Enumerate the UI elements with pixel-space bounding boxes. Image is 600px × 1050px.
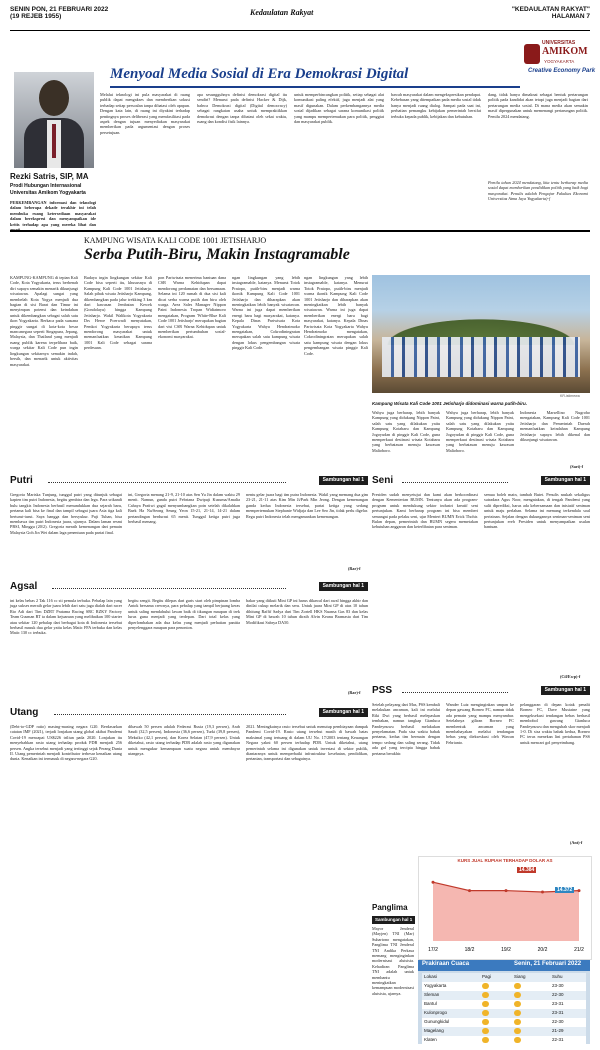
feature-col-2: Budaya ingin lingkungan sekitar Kali Code bisa seperti itu, khususnya di Kampung Kali Code 1001 Jetisharjo. Salah pihak wisata Jetisharjo Kampung, dikembangkan pada jalur trekking 3 km dari kawasan Jembatan Kewek (Gondolayu) hingga Kampung Jetisharjo. Wakil Walikota Yogyakarta Drs Heroe Poerwadi menyatakan, Pemkot Yogyakarta berupaya terus mendorong masyarakat untuk memanfaatkan keunikan Kampung 1001 Kali Code sebagai sarana perdesaan. (84, 275, 152, 351)
pss-col-2: Wander Luiz menginginkan umpan ke depan gawang Borneo FC, namun tidak ada pemain yang mampu menyambar. Setelahnya giliran Borneo FC membentuk ancaman yang membahayakan melalui tendangan bebas yang diekseskusi oleh Wawan Febrianto. (446, 702, 514, 745)
opinion-col-2: apa sesungguhnya definisi demokrasi digital itu sendiri? Menurut pada definisi Hacker & Dijk, bahwa Demokrasi digital (Digital democracy) sebagai rangkaian usaha untuk mempraktikkan demokrasi dengan tanpa dibatasi oleh sekat waktu, ruang dan kondisi fisik lainnya. (197, 92, 287, 125)
panglima-sambungan: Sambungan hal 1 (372, 916, 415, 924)
chart-point (468, 889, 471, 892)
pss-col-1: Setelah pelayang dari Mas, PSS kembali melakukan ancaman, kali ini melalui Riki Dwi yang berhasil melepaskan tembakan, namun tangkap Gianluca Pandeynuwu berhasil melakukan penyelamatan. Pada sisa waktu babak pertama, kedua tim bermain dengan tempo sedang dan saling serang. Tidak ada gol yang tercipta hingga babak pertama berakhir. (372, 702, 440, 756)
weather-cloud-icon (514, 1037, 521, 1043)
weather-cloud-icon (482, 1019, 489, 1025)
feature-col-3: pon Pariwisata menerima bantuan dana CSR Warna Kehidupan dapat mendorong perdamaian dan bersamaan. Selama ini 120 rumah di dua sisi kali dicat serba warna putih dan biru oleh warga. Area Sales Manager Nippon Paint Indonesia Tropan Widiatmoro mengatakan, Program 'White-Blue Kali Code 1001 Jetisharjo' merupakan bagian dari visi CSR Warna Kehidupan untuk memberikan pertumbuhan sosial-ekonomi masyarakat. (158, 275, 226, 340)
pss-sign: (Ant)-f (570, 840, 583, 845)
weather-cloud-icon (514, 1019, 521, 1025)
weather-cloud-icon (514, 992, 521, 998)
chart-x-tick: 20/2 (537, 947, 548, 953)
opinion-title: Menyoal Media Sosial di Era Demokrasi Digital (110, 66, 409, 82)
utang-col-1: (Debt-to-GDP ratio) masing-masing negara G20. Berdasarkan catatan IMF (2021), terjadi lonjakan utang global akibat Pandemi Covid-19 mencapai US$226 triliun pada 2020. Lonjakan itu menyebabkan rasio utang terhadap produk PDB menjadi 256 persen. Angka tersebut menjadi yang tertinggi sejak Perang Dunia II. Utang pemerintah menjadi kontributor terbesar kenaikan utang dunia. Kenaikan ini termasuk di negara-negara G20. (10, 724, 122, 762)
header-page-number: "KEDAULATAN RAKYAT" HALAMAN 7 (511, 6, 590, 20)
section-agsal: Agsal Sambungan hal 1 (10, 582, 368, 594)
weather-header-cell: Suhu (552, 974, 563, 979)
weather-city: Sleman (424, 992, 440, 997)
section-seni: Seni Sambungan hal 1 (372, 476, 590, 488)
agsal-col-2: begitu sengit. Begitu dilepas dari garis start oleh pimpinan lomba Antok bersama crewnya, para pebalap yang tampil berjuang keras untuk saling mendahului lawan baik di tikungan maupun di trek lurus guna menjadi yang terdepan. Dari total kelas yang diperlombakan ada dua kelas yang menjadi perhatian panitia penyelenggara maupun para penonton. (128, 598, 240, 631)
chart-point (505, 889, 508, 892)
chart-tag-high: 14.384 (519, 867, 535, 873)
weather-temp: 23-31 (552, 1010, 564, 1015)
feature-col-8: Indonesia Marsellino Nugroho mengatakan, Kampung Kali Code 1001 Jetisharjo dan Pemerintah Daerah memanfaatkan keindahan Kampung Jetisharjo supaya lebih dikenal dan dikunjungi wisatawan. (520, 410, 590, 443)
exchange-rate-chart (418, 856, 592, 960)
opinion-col-4: bawah masyarakat dalam mengekspresikan pendapat. Kebebasan yang ditempatkan pada media sosial tidak hanya menjadi ruang dialog. Sampai pada saat ini, perhatian pemangku kebijakan pemerintah bersifat terbuka kepada publik, kebijakan dan kebutuhan. (391, 92, 481, 119)
weather-cloud-icon (514, 1001, 521, 1007)
chart-svg (419, 857, 591, 959)
weather-cloud-icon (514, 1010, 521, 1016)
weather-cloud-icon (482, 1010, 489, 1016)
feature-col-7: Wahyu juga berharap, lebih banyak Kampung yang didukung Nippon Paint, salah satu yang dilakukan yaitu Kampung Kotabaru dan Kampung Jogoyudan di pinggir Kali Code, guna memperkuat destinasi wisata Kotabaru yang berbatasan menuju kawasan Malioboro. (446, 410, 514, 453)
weather-date: Senin, 21 Februari 2022 (514, 961, 582, 967)
header-rule (10, 30, 590, 31)
putri-sign: (Rar)-f (348, 566, 361, 571)
weather-city: Lokasi (424, 974, 438, 979)
pss-col-3: pelanggaran di depan kotak penalti Borneo FC, Dave Mustaine yang mengeksekusi tendangan bebas berhasil membobol gawang Gianluca Pandeynuwu dan mengubah skor menjadi 1-0. Di sisa waktu babak kedua, Borneo FC terus menekan lini pertahanan PSS untuk mencari gol penyeimbang. (520, 702, 591, 745)
chart-tag-current: 14.372 (557, 887, 573, 893)
weather-title: Prakiraan Cuaca (422, 961, 470, 967)
masthead-small: Kedaulatan Rakyat (250, 8, 314, 17)
weather-city: Klaten (424, 1037, 437, 1042)
panglima-text: Mayor Jenderal (Mayjen) TNI (Mar) Suhartono mengatakan, Panglima TNI Jenderal TNI Andika Perkasa memang menginginkan modernisasi alutsista. Kehadiran Panglima TNI adalah untuk membantu meningkatkan kemampuan modernisasi alutsista, ujarnya. (372, 926, 414, 996)
weather-cloud-icon (514, 983, 521, 989)
author-position: Prodi Hubungan Internasional Universitas Amikom Yogyakarta (10, 183, 86, 196)
section-panglima: Panglima (372, 903, 408, 912)
weather-header-cell: Pagi (482, 974, 492, 979)
feature-col-5: ngan lingkungan yang lebih instagramable, katanya. Menurut Totok Pratopo, putih-biru menjadi warna ikonik Kampung Kali Code 1001 Jetisharjo dan diharapkan akan meningkatkan lebih banyak wisatawan. Warna ini juga dapat memberikan energi baru bagi masyarakat, katanya. Kepala Dinas Pariwisata Kota Yogyakarta Wahyu Hendratmoko mengatakan, Cokrodiningratan merupakan salah satu kampung wisata dengan lokus pengembangan wisata pinggir Kali Code. (304, 275, 368, 356)
weather-header-cell: Siang (514, 974, 526, 979)
weather-row (422, 1036, 586, 1045)
agsal-col-1: ini kelas bebas 2 Tak 116 cc sti pemula terbuka. Pebalap lain yang juga sukses meraih gelar juara lebih dari satu juga dialah dari racer Rio Adi dari Tim DZRT Pratama Racing SRC RZKY Factory Team Gusman RT ta dalam kejuaraan yang melibatkan 100 starter atau sekitar 120 pebalap dari berbagai kota di Indonesia tersebut berhasil masuk dua gelar yaitu kelas Matic FFA terbuka dan kelas Matic 130 cc terbuka. (10, 598, 122, 636)
chart-point (541, 891, 544, 894)
weather-row (422, 973, 586, 982)
photo-caption: Kampung Wisata Kali Code 1001 Jetisharjo didominasi warna putih-biru. (372, 401, 527, 406)
weather-temp: 23-30 (552, 983, 564, 988)
feature-headline: Serba Putih-Biru, Makin Instagramable (84, 246, 350, 263)
weather-row (422, 1027, 586, 1036)
weather-row (422, 1018, 586, 1027)
chart-x-tick: 18/2 (464, 947, 475, 953)
section-putri: Putri Sambungan hal 1 (10, 476, 368, 488)
amikom-emblem-icon (524, 44, 540, 64)
weather-row (422, 982, 586, 991)
chart-title: KURS JUAL RUPIAH TERHADAP DOLAR AS (457, 858, 553, 863)
agsal-sign: (Rar)-f (348, 690, 361, 695)
chart-x-tick: 17/2 (428, 947, 438, 953)
seni-col-2: semua boleh main, tambah Butet. Penulis naskah sekaligus sutradara Agus Noor, mengatakan, di tengah Pandemi yang sulit diprediksi, harus ada kebersamaan dan inisiatif seniman untuk maju perlahan. Selama ini memang terkendala soal perizinan. Sejalan dengan dukungannya seniman-seniman seni pertunjukan ereh Presiden untuk menyampaikan usulan bantuan. (484, 492, 590, 530)
weather-city: Bantul (424, 1001, 437, 1006)
weather-temp: 21-29 (552, 1028, 564, 1033)
photo-credit: KR-istimewa (560, 394, 580, 398)
weather-temp: 22-30 (552, 1019, 564, 1024)
weather-temp: 22-31 (552, 1037, 564, 1042)
feature-kicker: KAMPUNG WISATA KALI CODE 1001 JETISHARJO (84, 236, 267, 245)
putri-col-2: ini, Gregoria menang 21-9, 21-10 atas Sen Yu Jin dalam waktu 29 menit. Namun, ganda putri Febriana Dwipuji Kusuma/Amalia Cahaya Pratiwi gagal menyumbangkan poin setelah dikalahkan Baek Ha Na/Seong Seung Yeon 15-21, 21-14, 14-21 dalam pertandingan berdurasi 65 menit. Tunggal ketiga putri juga berhasil menang. (128, 492, 240, 525)
utang-col-3: 2021. Meningkatnya rasio tersebut untuk menutup pembiayaan dampak Pandemi Covid-19. Rasio utang tersebut masih di bawah batas maksimal yang tertuang di dalam UU No. 17/2003 tentang Keuangan Negara yakni 60 persen terhadap PDB. Untuk diketahui, utang pemerintah selama ini digunakan untuk investasi di sektor publik, diantaranya untuk memperbaiki infrastruktur kesehatan, pendidikan, pertanian, transportasi dan sebagainya. (246, 724, 368, 762)
opinion-footer: Pemilu tahun 2024 mendatang, kita tentu berharap media sosial dapat memberikan pendidikan politik yang baik bagi masyarakat. Penulis adalah Pengajar Fakultas Ekonomi Universitas Atma Jaya Yogyakarta)-f (488, 180, 588, 202)
section-rule (10, 230, 590, 232)
weather-temp: 22-30 (552, 992, 564, 997)
chart-point (578, 889, 581, 892)
weather-row (422, 1009, 586, 1018)
weather-row (422, 1000, 586, 1009)
weather-cloud-icon (482, 1037, 489, 1043)
weather-city: Magelang (424, 1028, 444, 1033)
section-utang: Utang Sambungan hal 1 (10, 708, 368, 720)
feature-sign: (Sari)-f (570, 464, 584, 469)
opinion-col-5: dang, tidak hanya dimaknai sebagai bentuk pertarungan politik pada kandidat akan tetapi juga menjadi bagian dari pertarungan media sosial. Di mana media akan semakin masif dipergunakan untuk memenangi pertarungan politik. Pemilu 2024 mendatang. (488, 92, 588, 119)
opinion-intro: PERKEMBANGAN informasi dan teknologi dalam beberapa dekade terakhir ini telah membuka ruang ketersediaan masyarakat dalam berekspresi dan menyampaikan ide kritis terhadap apa yang mereka lihat dan (10, 200, 96, 227)
opinion-col-3: untuk memperbincangkan politik, setiap sebagai alat komunikasi paling efektif, juga menjadi alat yang masif digunakan. Dalam perkembangannya media sosial dijadikan sebagai sarana komunikasi politik yang mampu mempertemukan para politik, penggiat dan masyarakat publik. (294, 92, 384, 125)
weather-city: Gunungkidul (424, 1019, 450, 1024)
opinion-col-1: Melalui teknologi ini pula masyarakat di ruang publik dapat mengakses dan memberikan sokusi terhadap setiap persoalan tanpa dibatasi oleh apapun. Dengan kata lain, di ruang ini diyakini terhadap pentingnya proses deliberasi yang memfasilitasi pada aspek dengan tujuan menyediakan masyarakat memberikan pada argumentasi dengan proses persetujuan. (100, 92, 190, 135)
section-pss: PSS Sambungan hal 1 (372, 686, 590, 698)
amikom-logo: UNIVERSITAS AMIKOM YOGYAKARTA Creative Economy Park (524, 38, 594, 84)
chart-x-tick: 21/2 (574, 947, 584, 953)
chart-x-tick: 19/2 (501, 947, 511, 953)
kali-code-photo (372, 275, 590, 393)
header-date: SENIN PON, 21 FEBRUARI 2022 (19 REJEB 1955) (10, 6, 109, 20)
weather-cloud-icon (482, 1001, 489, 1007)
weather-cloud-icon (482, 983, 489, 989)
weather-cloud-icon (482, 1028, 489, 1034)
weather-city: Yogyakarta (424, 983, 447, 988)
feature-col-1: KAMPUNG-KAMPUNG di tepian Kali Code, Kota Yogyakarta, terus berbenah diri supaya semakin menarik dikunjungi wisatawan. Apalagi sungai yang membelah Kota Yogya menjadi dua bagian di sisi Barat dan Timur ini menyimpan potensi dan keindahan untuk dikembangkan sebagai salah satu ikon Yogyakarta. Berkaca pada suasana pinggir sungai di kota-kota besar mancanegara seperti Singapura, Jepang, Malaysia, dan Thailand yang menjadi ruang publik karena terpelihara baik, warga sekitar Kali Code pun ingin lingkungan sekitarnya semakin indah, bersih, dan menarik untuk aktivitas masyarakat. (10, 275, 78, 367)
feature-col-6: Wahyu juga berharap, lebih banyak Kampung yang didukung Nippon Paint, salah satu yang dilakukan yaitu Kampung Kotabaru dan Kampung Jogoyudan di pinggir Kali Code, guna memperkuat destinasi wisata Kotabaru yang berbatasan menuju kawasan Malioboro. (372, 410, 440, 453)
chart-point (432, 881, 435, 884)
author-name: Rezki Satris, SIP, MA (10, 172, 89, 181)
putri-col-1: Gregoria Mariska Tunjung, tunggal putri yang ditunjuk sebagai kapten tim putri Indonesia, begitu gembira dan lega. Para srikandi bulu tangkis Indonesia berhasil menundukkan dua sejarah baru, pertama kali bisa ke final dan tampil sebagai juara Asia tiga kali berturut-turut. Saya bangga dan bersyukur. Puji Tuhan, bisa membawa tim putri Indonesia juara, ujarnya. Dalam laman resmi PBSI, Minggu (20/2). Gregoria meraih kemenangan dari pemain Malaysia Goh Jin Wei dalam laga penentuan pada partai final. (10, 492, 122, 535)
agsal-col-3: bakar yang diikuti Mini GP ini harus dikawal dari awal hingga akhir dan dinilai cukup melarik dan seru. Untuk juara Mini GP di atas 10 tahun dihitung Raffif Sadya dari Tim Zortell HKS Nuansa Gas 83 dan kelas Mini GP di bawah 10 tahun diraih Alvin Keanu Bramasta dari Tim Modifikasi Sabrya DA50. (246, 598, 368, 625)
seni-sign: (Cil/Ewp)-f (560, 674, 581, 679)
putri-col-3: nentu gelar juara bagi tim putra Indonesia. Wakil yang memang dua gim 23-21, 21-11 atas Kim Min Ji/Park Min Jeong. Dengan kemenangan ganda kedua Indonesia tersebut, partai ketiga yang sedang mempertemukan Stephanie Widjaja dan Lee Seo Jin, tidak perlu digelar. Regu putri Indonesia telah mengamankan kemenangan. (246, 492, 368, 519)
author-photo (14, 72, 94, 168)
weather-city: Kulonprogo (424, 1010, 448, 1015)
weather-cloud-icon (482, 992, 489, 998)
utang-col-2: dibawah 50 persen adalah Federasi Rusia (19,3 persen), Arab Saudi (32,5 persen), Indonesia (36,6 persen), Turki (39,8 persen), Meksiko (42,1 persen), dan Korea Selatan (47,9 persen). Untuk diketahui, rasio utang terhadap PDB adalah rasio yang digunakan untuk mengukur kemampuan suatu negara untuk membayar utangnya. (128, 724, 240, 757)
weather-temp: 23-31 (552, 1001, 564, 1006)
weather-cloud-icon (514, 1028, 521, 1034)
page-header (10, 6, 590, 28)
weather-row (422, 991, 586, 1000)
weather-box (418, 960, 590, 1044)
feature-col-4: ngan lingkungan yang lebih instagramable, katanya. Menurut Totok Pratopo, putih-biru menjadi warna ikonik Kampung Kali Code 1001 Jetisharjo dan diharapkan akan meningkatkan lebih banyak wisatawan. Warna ini juga dapat memberikan energi baru bagi masyarakat, katanya. Kepala Dinas Pariwisata Kota Yogyakarta Wahyu Hendratmoko mengatakan, Cokrodiningratan merupakan salah satu kampung wisata dengan lokus pengembangan wisata pinggir Kali Code. (232, 275, 300, 351)
opinion-title-underline (110, 86, 520, 88)
seni-col-1: Presiden sudah menyetujui dan kami akan berkoordinasi dengan Kementerian BUMN. Tentunya akan ada program-program untuk mendukung sektor industri kreatif seni pertunjukan. Kami berharap program ini bisa memberi semangat pada pelaku seni, ujar Menteri BUMN Erick Thohir. Bulan depan, pemerintah dan BUMN segera memetakan kebutuhan anggaran dan keterlibatan para seniman. (372, 492, 478, 530)
